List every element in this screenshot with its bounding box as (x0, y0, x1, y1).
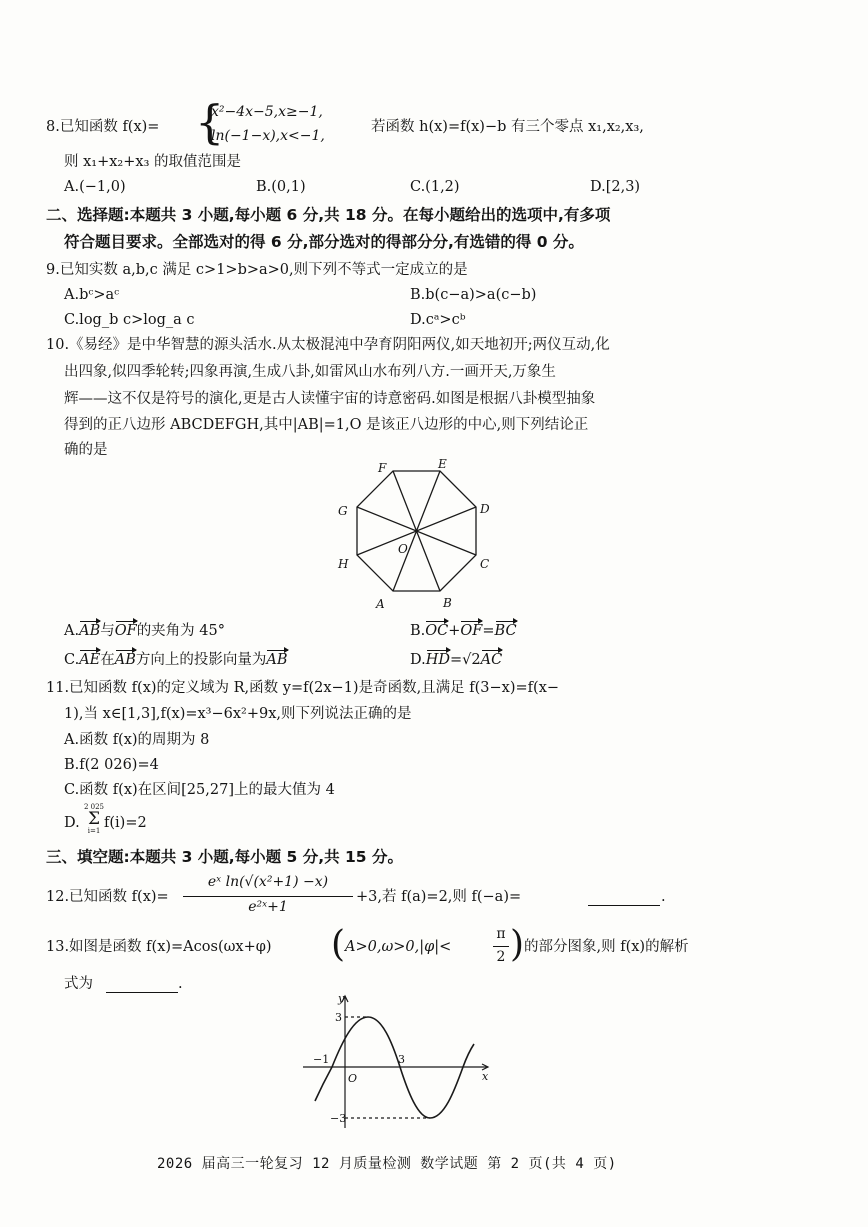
vertex-label-f: F (378, 461, 387, 475)
summation-block (84, 803, 104, 835)
q11-option-c: C.函数 f(x)在区间[25,27]上的最大值为 4 (64, 782, 335, 798)
octagon-figure (330, 455, 505, 615)
vertex-label-d: D (480, 502, 490, 516)
q12-period: . (661, 889, 666, 905)
section-2-instructions: 符合题目要求。全部选对的得 6 分,部分选对的得部分分,有选错的得 0 分。 (64, 233, 584, 251)
q12-answer-blank[interactable] (588, 905, 660, 906)
section-2-heading: 二、选择题:本题共 3 小题,每小题 6 分,共 18 分。在每小题给出的选项中,有多项 (46, 206, 611, 224)
q13-suffix: 的部分图象,则 f(x)的解析 (524, 939, 689, 955)
vertex-label-e: E (438, 457, 447, 471)
vector-oc: OC (425, 620, 448, 642)
q13-period: . (178, 976, 183, 992)
vector-bc: BC (495, 620, 517, 642)
origin-label: O (348, 1072, 358, 1085)
q9-option-d: D.cᵃ>cᵇ (410, 312, 466, 328)
q9-option-a: A.bᶜ>aᶜ (64, 287, 120, 303)
q10-line-3: 辉——这不仅是符号的演化,更是古人读懂宇宙的诗意密码.如图是根据八卦模型抽象 (64, 391, 596, 407)
q13-condition: A>0,ω>0,|φ|< (345, 939, 452, 955)
tick-label-minus-1: −1 (313, 1053, 330, 1066)
option-d-letter: D. (410, 652, 426, 668)
q11-option-d-body: f(i)=2 (104, 815, 147, 831)
option-a-letter: A. (64, 623, 80, 639)
sum-upper-limit: 2 025 (83, 803, 105, 811)
option-a-statement: 的夹角为 45° (136, 623, 225, 639)
vector-ac: AC (481, 649, 503, 671)
q8-option-b: B.(0,1) (256, 179, 306, 195)
vertex-label-b: B (443, 596, 452, 610)
q8-option-d: D.[2,3) (590, 179, 641, 195)
sum-lower-limit: i=1 (87, 827, 101, 835)
q11-line-2: 1),当 x∈[1,3],f(x)=x³−6x²+9x,则下列说法正确的是 (64, 706, 412, 722)
q10-line-4: 得到的正八边形 ABCDEFGH,其中|AB|=1,O 是该正八边形的中心,则下列结论正 (64, 417, 589, 433)
x-axis-label: x (482, 1070, 489, 1083)
vector-ab-c: AB (115, 649, 136, 671)
q11-line-1: 11.已知函数 f(x)的定义域为 R,函数 y=f(2x−1)是奇函数,且满足 f(3−x)=f(x− (46, 680, 560, 696)
q10-option-a (64, 620, 225, 642)
option-c-statement: 方向上的投影向量为 (135, 652, 267, 668)
plus-sign: + (448, 623, 461, 639)
q9-option-c: C.log_b c>log_a c (64, 312, 195, 328)
page-footer: 2026 届高三一轮复习 12 月质量检测 数学试题 第 2 页(共 4 页) (157, 1156, 617, 1172)
q13-prefix: 13.如图是函数 f(x)=Acos(ωx+φ) (46, 939, 272, 955)
q11-option-b: B.f(2 026)=4 (64, 757, 159, 773)
center-label-o: O (398, 542, 408, 556)
vector-hd: HD (426, 649, 450, 671)
paren-right: ) (510, 924, 525, 965)
q12-prefix: 12.已知函数 f(x)= (46, 889, 169, 905)
vector-ab: AB (79, 620, 100, 642)
q9-stem: 9.已知实数 a,b,c 满足 c>1>b>a>0,则下列不等式一定成立的是 (46, 262, 468, 278)
q10-line-2: 出四象,似四季轮转;四象再演,生成八卦,如雷风山水布列八方.一画开天,万象生 (64, 364, 556, 380)
q8-piece-2: ln(−1−x),x<−1, (211, 128, 325, 144)
q10-line-5: 确的是 (64, 442, 108, 458)
equals-root2: =√2 (450, 652, 481, 668)
q11-option-d-letter: D. (64, 815, 80, 831)
q8-piece-1: x²−4x−5,x≥−1, (211, 104, 323, 120)
option-c-letter: C. (64, 652, 80, 668)
q10-option-b (410, 620, 517, 642)
vertex-label-g: G (338, 504, 348, 518)
vector-ae: AE (79, 649, 100, 671)
equals-sign: = (482, 623, 495, 639)
section-3-heading: 三、填空题:本题共 3 小题,每小题 5 分,共 15 分。 (46, 848, 403, 866)
q12-fraction-bar (183, 896, 353, 897)
q13-line-2: 式为 (64, 976, 93, 992)
q13-two: 2 (496, 949, 506, 965)
q13-fraction-bar (493, 946, 509, 947)
q9-option-b: B.b(c−a)>a(c−b) (410, 287, 537, 303)
q12-numerator: eˣ ln(√(x²+1) −x) (207, 874, 329, 890)
vector-of: OF (115, 620, 137, 642)
q10-option-c (64, 649, 288, 671)
vector-of-b: OF (460, 620, 482, 642)
q13-pi: π (496, 926, 506, 942)
q10-line-1: 10.《易经》是中华智慧的源头活水.从太极混沌中孕育阴阳两仪,如天地初开;两仪互动,化 (46, 337, 610, 353)
paren-left: ( (331, 924, 346, 965)
q8-suffix: 若函数 h(x)=f(x)−b 有三个零点 x₁,x₂,x₃, (371, 119, 644, 135)
tick-label-minus-3: −3 (330, 1112, 347, 1125)
cosine-graph (298, 990, 498, 1130)
q8-prefix: 8.已知函数 f(x)= (46, 119, 160, 135)
q11-option-a: A.函数 f(x)的周期为 8 (64, 732, 210, 748)
option-a-conjunction: 与 (100, 623, 115, 639)
tick-label-3-axis: 3 (398, 1053, 405, 1066)
vertex-label-c: C (480, 557, 490, 571)
q8-option-a: A.(−1,0) (64, 179, 126, 195)
option-c-word: 在 (100, 652, 115, 668)
tick-label-3-top: 3 (335, 1011, 342, 1024)
vertex-label-a: A (376, 597, 385, 611)
q12-suffix: +3,若 f(a)=2,则 f(−a)= (356, 889, 522, 905)
q10-option-d (410, 649, 502, 671)
vertex-label-h: H (338, 557, 349, 571)
sigma-symbol: Σ (87, 809, 101, 829)
q8-option-c: C.(1,2) (410, 179, 460, 195)
piecewise-brace: { (195, 95, 225, 149)
q13-answer-blank[interactable] (106, 992, 178, 993)
q12-denominator: e²ˣ+1 (248, 899, 288, 915)
y-axis-label: y (338, 992, 345, 1005)
vector-ab-c2: AB (266, 649, 287, 671)
q8-line-2: 则 x₁+x₂+x₃ 的取值范围是 (64, 154, 241, 170)
option-b-letter: B. (410, 623, 426, 639)
